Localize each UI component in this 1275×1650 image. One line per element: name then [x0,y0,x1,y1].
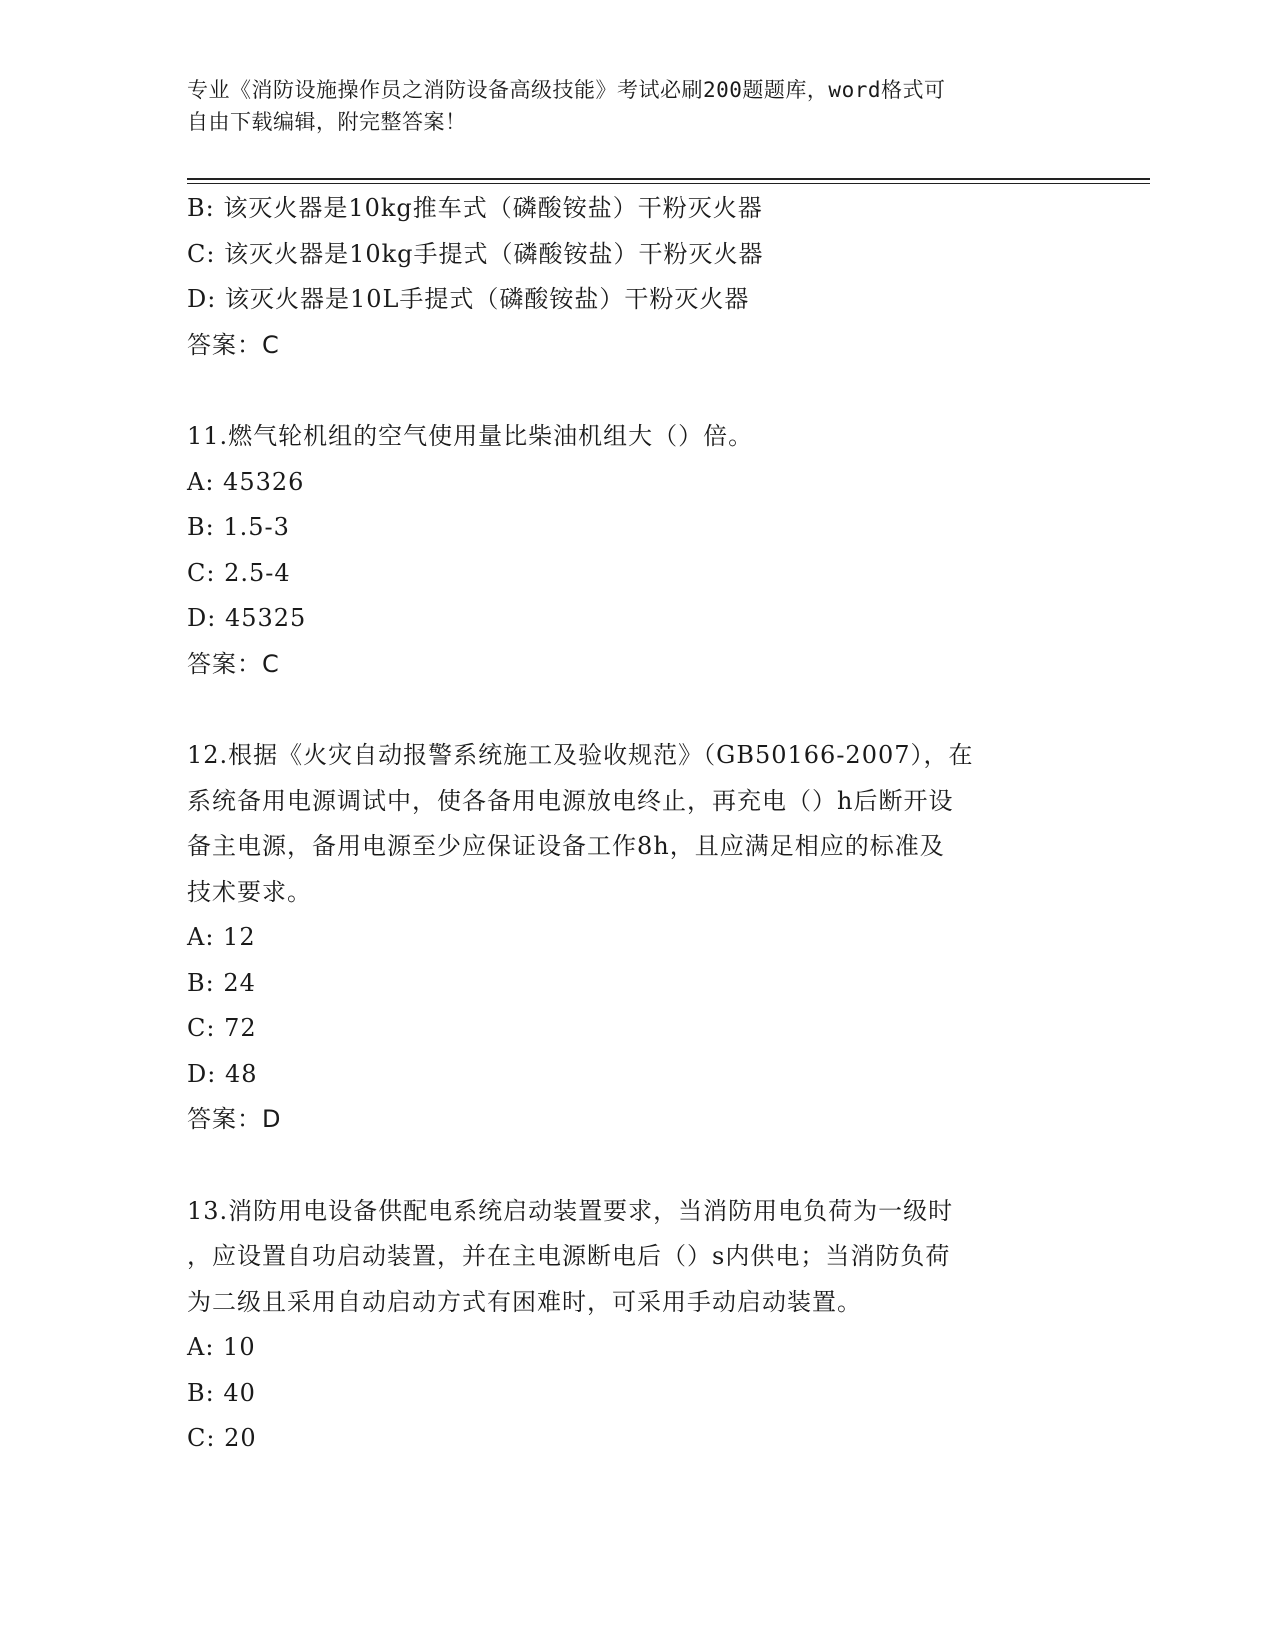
option-b: B: 40 [187,1378,256,1407]
option-a: A: 12 [187,923,256,951]
question-stem-line-1: 12.根据《火灾自动报警系统施工及验收规范》（GB50166-2007），在 [187,741,974,769]
question-list [187,186,1087,1462]
spacer [187,368,1087,414]
question-stem-line-4: 技术要求。 [187,877,312,906]
document-header [187,74,1067,138]
option-c: C: 72 [187,1014,257,1042]
spacer [187,1143,1087,1189]
question-13 [187,1189,1087,1462]
question-stem-line-3: 备主电源，备用电源至少应保证设备工作8h，且应满足相应的标准及 [187,832,945,860]
answer-label: 答案：D [187,1105,282,1133]
option-d: D: 45325 [187,604,307,632]
option-d: D: 48 [187,1059,258,1088]
answer-label: 答案：C [187,649,280,678]
header-line-2: 自由下载编辑，附完整答案！ [187,110,467,134]
question-stem-line-2: ，应设置自功启动装置，并在主电源断电后（）s内供电；当消防负荷 [187,1242,951,1270]
question-stem-line-3: 为二级且采用自动启动方式有困难时，可采用手动启动装置。 [187,1287,862,1316]
option-b: B: 24 [187,968,256,997]
option-a: A: 45326 [187,467,305,496]
option-b: B: 该灭火器是10kg推车式（磷酸铵盐）干粉灭火器 [187,194,763,222]
question-stem: 11.燃气轮机组的空气使用量比柴油机组大（）倍。 [187,422,754,450]
question-12 [187,733,1087,1143]
question-stem-line-2: 系统备用电源调试中，使各备用电源放电终止，再充电（）h后断开设 [187,786,954,815]
answer-label: 答案：C [187,330,280,359]
header-divider-thick [187,178,1150,180]
question-stem-line-1: 13.消防用电设备供配电系统启动装置要求，当消防用电负荷为一级时 [187,1196,954,1225]
option-c: C: 该灭火器是10kg手提式（磷酸铵盐）干粉灭火器 [187,239,764,268]
question-11 [187,414,1087,687]
option-b: B: 1.5-3 [187,513,290,541]
question-10-continued [187,186,1087,368]
option-a: A: 10 [187,1333,256,1361]
header-line-1: 专业《消防设施操作员之消防设备高级技能》考试必刷200题题库，word格式可 [187,78,946,102]
header-divider-thin [187,183,1150,184]
option-c: C: 20 [187,1424,257,1452]
option-c: C: 2.5-4 [187,558,291,587]
spacer [187,687,1087,733]
option-d: D: 该灭火器是10L手提式（磷酸铵盐）干粉灭火器 [187,285,750,313]
